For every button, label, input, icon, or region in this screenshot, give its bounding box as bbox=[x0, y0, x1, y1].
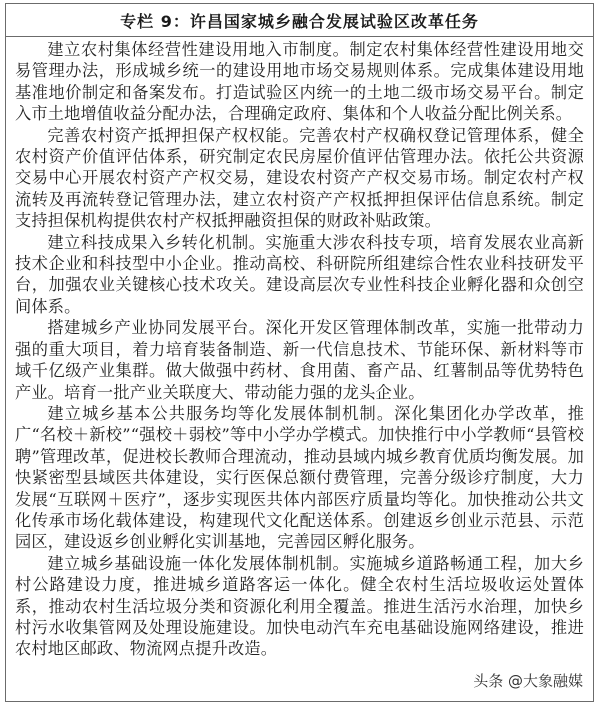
paragraph-land-market: 建立农村集体经营性建设用地入市制度。制定农村集体经营性建设用地交易管理办法，形成城乡统一的建设用地市场交易规则体系。完成集体建设用地基准地价制定和备案发布。打造试验区内统一的土地二级市场交易平台。制定入市土地增值收益分配办法，合理确定政府、集体和个人收益分配比例关系。 bbox=[15, 40, 584, 124]
paragraph-infrastructure: 建立城乡基础设施一体化发展体制机制。实施城乡道路畅通工程，加大乡村公路建设力度，推进城乡道路客运一体化。健全农村生活垃圾收运处置体系，推动农村生活垃圾分类和资源化利用全覆盖。推进生活污水治理，加快乡村污水收集管网及处理设施建设。加快电动汽车充电基础设施网络建设，推进农村地区邮政、物流网点提升改造。 bbox=[15, 553, 584, 659]
source-watermark: 头条 @大象融媒 bbox=[467, 670, 583, 691]
paragraph-public-services: 建立城乡基本公共服务均等化发展体制机制。深化集团化办学改革，推广“名校＋新校”“强校＋弱校”等中小学办学模式。加快推行中小学教师“县管校聘”管理改革，促进校长教师合理流动，推动县域内城乡教育优质均衡发展。加快紧密型县域医共体建设，实行医保总额付费管理，完善分级诊疗制度，大力发展“互联网＋医疗”，逐步实现医共体内部医疗质量均等化。加快推动公共文化传承市场化载体建设，构建现代文化配送体系。创建返乡创业示范县、示范园区，建设返乡创业孵化实训基地，完善园区孵化服务。 bbox=[15, 403, 584, 552]
panel-title: 专栏 9：许昌国家城乡融合发展试验区改革任务 bbox=[6, 4, 593, 37]
paragraph-tech-transfer: 建立科技成果入乡转化机制。实施重大涉农科技专项，培育发展农业高新技术企业和科技型中小企业。推动高校、科研院所组建综合性农业科技研发平台，加强农业关键核心技术攻关。建设高层次专业性科技企业孵化器和众创空间体系。 bbox=[15, 232, 584, 316]
paragraph-industry-platform: 搭建城乡产业协同发展平台。深化开发区管理体制改革，实施一批带动力强的重大项目，着力培育装备制造、新一代信息技术、节能环保、新材料等市域千亿级产业集群。做大做强中药材、食用菌、畜产品、红薯制品等优势特色产业。培育一批产业关联度大、带动能力强的龙头企业。 bbox=[15, 318, 584, 402]
paragraph-rural-assets: 完善农村资产抵押担保产权权能。完善农村产权确权登记管理体系，健全农村资产价值评估体系，研究制定农民房屋价值评估管理办法。依托公共资源交易中心开展农村资产产权交易，建设农村资产产权交易市场。制定农村产权流转及再流转登记管理办法，建立农村资产产权抵押担保评估信息系统。制定支持担保机构提供农村产权抵押融资担保的财政补贴政策。 bbox=[15, 125, 584, 231]
sidebar-box-panel bbox=[5, 3, 594, 702]
panel-body bbox=[6, 37, 593, 660]
